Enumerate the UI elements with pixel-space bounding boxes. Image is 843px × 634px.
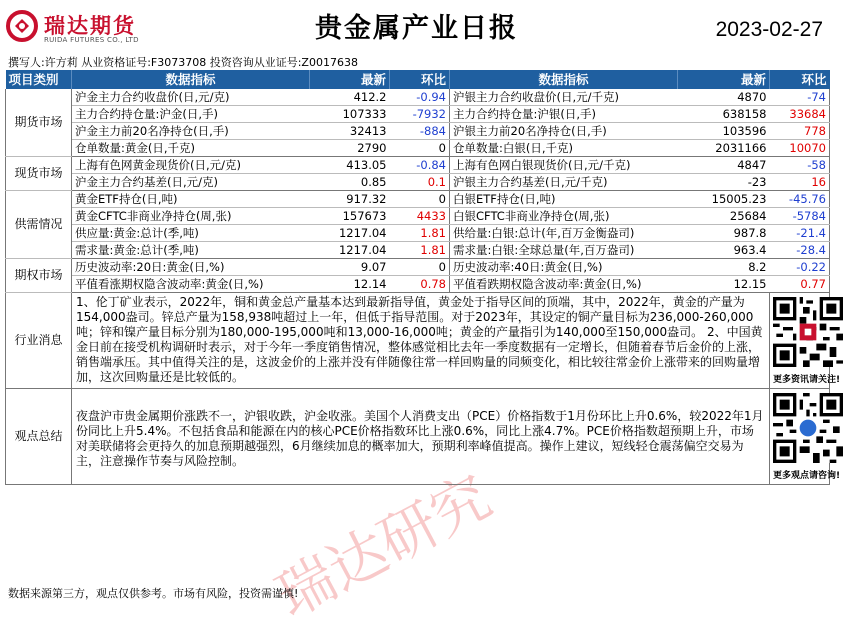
- indicator-left: 沪金主力前20名净持仓(日,手): [72, 123, 310, 140]
- table-row: [6, 276, 830, 293]
- indicator-right: 需求量:白银:全球总量(年,百万盎司): [450, 242, 678, 259]
- latest-left: 2790: [310, 140, 390, 157]
- indicator-right: 供给量:白银:总计(年,百万金衡盎司): [450, 225, 678, 242]
- latest-right: -23: [678, 174, 770, 191]
- table-row: [6, 225, 830, 242]
- change-left: -884: [390, 123, 450, 140]
- table-row: [6, 208, 830, 225]
- view-qr-cell: [770, 389, 841, 485]
- category-view: 观点总结: [6, 389, 72, 485]
- indicator-right: 沪银主力前20名净持仓(日,手): [450, 123, 678, 140]
- change-left: 0: [390, 191, 450, 208]
- change-left: 0: [390, 140, 450, 157]
- latest-left: 1217.04: [310, 225, 390, 242]
- category-cell: 期货市场: [6, 89, 72, 157]
- latest-left: 412.2: [310, 89, 390, 106]
- latest-right: 8.2: [678, 259, 770, 276]
- category-cell: 现货市场: [6, 157, 72, 191]
- table-header-row: [6, 70, 830, 89]
- table-row: [6, 242, 830, 259]
- change-right: -21.4: [770, 225, 830, 242]
- indicator-right: 白银CFTC非商业净持仓(周,张): [450, 208, 678, 225]
- change-left: -0.84: [390, 157, 450, 174]
- logo-chinese-name: 瑞达期货: [44, 14, 136, 38]
- news-text: 1、伦丁矿业表示，2022年，铜和黄金总产量基本达到最新指导值，黄金处于指导区间的顶端，其中，2022年，黄金的产量为154,000盎司。锌总产量为158,938吨超过上一年，但低于指导范围。对于2023年，其设定的铜产量目标为236,000-260,000吨；锌和镍产量目标分别为180,000-195,000吨和13,000-16,000吨；黄金的产量指引为140,000至150,000盎司。 2、中国黄金日前在接受机构调研时表示，对于今年一季度销售情况，整体感觉相比去年一季度数据有一定增长，但随着春节后金价的上涨，销售端承压。其中值得关注的是，这波金价的上涨并没有伴随像往常一样回购量的同频变化，相比较往常金价上涨带来的回购量增加，这次回购量还是比较低的。: [72, 293, 770, 389]
- indicator-right: 白银ETF持仓(日,吨): [450, 191, 678, 208]
- indicator-left: 历史波动率:20日:黄金(日,%): [72, 259, 310, 276]
- latest-right: 4870: [678, 89, 770, 106]
- change-left: 0.1: [390, 174, 450, 191]
- indicator-left: 上海有色网黄金现货价(日,元/克): [72, 157, 310, 174]
- news-qr-cell: [770, 293, 841, 389]
- latest-right: 987.8: [678, 225, 770, 242]
- category-cell: 期权市场: [6, 259, 72, 293]
- table-row: [6, 123, 830, 140]
- latest-right: 963.4: [678, 242, 770, 259]
- indicator-right: 上海有色网白银现货价(日,元/千克): [450, 157, 678, 174]
- col-header-latest-right: 最新: [678, 70, 770, 89]
- watermark: 瑞达研究: [264, 461, 502, 631]
- indicator-left: 供应量:黄金:总计(季,吨): [72, 225, 310, 242]
- table-row: [6, 259, 830, 276]
- indicator-right: 平值看跌期权隐含波动率:黄金(日,%): [450, 276, 678, 293]
- change-right: -45.76: [770, 191, 830, 208]
- report-header: [0, 0, 833, 54]
- logo-english-name: RUIDA FUTURES CO., LTD: [44, 36, 139, 44]
- col-header-change-left: 环比: [390, 70, 450, 89]
- indicator-left: 主力合约持仓量:沪金(日,手): [72, 106, 310, 123]
- indicator-right: 沪银主力合约基差(日,元/千克): [450, 174, 678, 191]
- indicator-right: 沪银主力合约收盘价(日,元/千克): [450, 89, 678, 106]
- latest-right: 2031166: [678, 140, 770, 157]
- table-row: [6, 140, 830, 157]
- indicator-left: 黄金ETF持仓(日,吨): [72, 191, 310, 208]
- latest-left: 12.14: [310, 276, 390, 293]
- change-left: 0: [390, 259, 450, 276]
- latest-left: 413.05: [310, 157, 390, 174]
- change-right: 0.77: [770, 276, 830, 293]
- change-right: 10070: [770, 140, 830, 157]
- col-header-latest-left: 最新: [310, 70, 390, 89]
- indicator-left: 黄金CFTC非商业净持仓(周,张): [72, 208, 310, 225]
- change-right: -0.22: [770, 259, 830, 276]
- change-right: 778: [770, 123, 830, 140]
- latest-right: 15005.23: [678, 191, 770, 208]
- disclaimer-footer: 数据来源第三方，观点仅供参考。市场有风险，投资需谨慎!: [8, 587, 299, 600]
- qr-code-icon: [773, 297, 843, 367]
- latest-right: 103596: [678, 123, 770, 140]
- change-left: 1.81: [390, 225, 450, 242]
- view-text: 夜盘沪市贵金属期价涨跌不一，沪银收跌，沪金收涨。美国个人消费支出（PCE）价格指数于1月份环比上升0.6%，较2022年1月份同比上升5.4%。不包括食品和能源在内的核心PCE价格指数环比上涨0.6%，同比上涨4.7%。PCE价格指数超预期上升，市场对美联储将会更持久的加息预期越强烈，6月继续加息的概率加大，预期利率峰值提高。操作上建议，短线轻仓震荡偏空交易为主，注意操作节奏与风险控制。: [72, 389, 770, 485]
- news-qr-caption: 更多资讯请关注!: [773, 375, 841, 385]
- col-header-change-right: 环比: [770, 70, 830, 89]
- indicator-left: 仓单数量:黄金(日,千克): [72, 140, 310, 157]
- change-right: -58: [770, 157, 830, 174]
- table-row: [6, 106, 830, 123]
- indicator-right: 仓单数量:白银(日,千克): [450, 140, 678, 157]
- change-left: 1.81: [390, 242, 450, 259]
- indicator-left: 沪金主力合约收盘价(日,元/克): [72, 89, 310, 106]
- indicator-right: 主力合约持仓量:沪银(日,手): [450, 106, 678, 123]
- table-row: [6, 89, 830, 106]
- table-row: [6, 157, 830, 174]
- view-row: [6, 389, 830, 485]
- change-left: -0.94: [390, 89, 450, 106]
- change-left: 4433: [390, 208, 450, 225]
- qr-code-icon: [773, 393, 843, 463]
- report-date: 2023-02-27: [715, 18, 823, 41]
- category-news: 行业消息: [6, 293, 72, 389]
- latest-right: 638158: [678, 106, 770, 123]
- latest-left: 1217.04: [310, 242, 390, 259]
- data-table: [5, 70, 841, 485]
- latest-left: 32413: [310, 123, 390, 140]
- indicator-left: 平值看涨期权隐含波动率:黄金(日,%): [72, 276, 310, 293]
- indicator-left: 需求量:黄金:总计(季,吨): [72, 242, 310, 259]
- news-row: [6, 293, 830, 389]
- latest-left: 0.85: [310, 174, 390, 191]
- page-title: 贵金属产业日报: [315, 13, 518, 44]
- view-qr-caption: 更多观点请咨询!: [773, 471, 841, 481]
- col-header-indicator-left: 数据指标: [72, 70, 310, 89]
- change-right: -5784: [770, 208, 830, 225]
- latest-left: 917.32: [310, 191, 390, 208]
- latest-right: 4847: [678, 157, 770, 174]
- change-right: -74: [770, 89, 830, 106]
- latest-right: 12.15: [678, 276, 770, 293]
- latest-right: 25684: [678, 208, 770, 225]
- change-right: 16: [770, 174, 830, 191]
- indicator-left: 沪金主力合约基差(日,元/克): [72, 174, 310, 191]
- col-header-category: 项目类别: [6, 70, 72, 89]
- table-row: [6, 191, 830, 208]
- change-left: 0.78: [390, 276, 450, 293]
- change-right: -28.4: [770, 242, 830, 259]
- latest-left: 9.07: [310, 259, 390, 276]
- latest-left: 157673: [310, 208, 390, 225]
- col-header-indicator-right: 数据指标: [450, 70, 678, 89]
- change-left: -7932: [390, 106, 450, 123]
- author-line: 撰写人:许方莉 从业资格证号:F3073708 投资咨询从业证号:Z0017638: [8, 56, 358, 69]
- latest-left: 107333: [310, 106, 390, 123]
- table-row: [6, 174, 830, 191]
- indicator-right: 历史波动率:40日:黄金(日,%): [450, 259, 678, 276]
- change-right: 33684: [770, 106, 830, 123]
- category-cell: 供需情况: [6, 191, 72, 259]
